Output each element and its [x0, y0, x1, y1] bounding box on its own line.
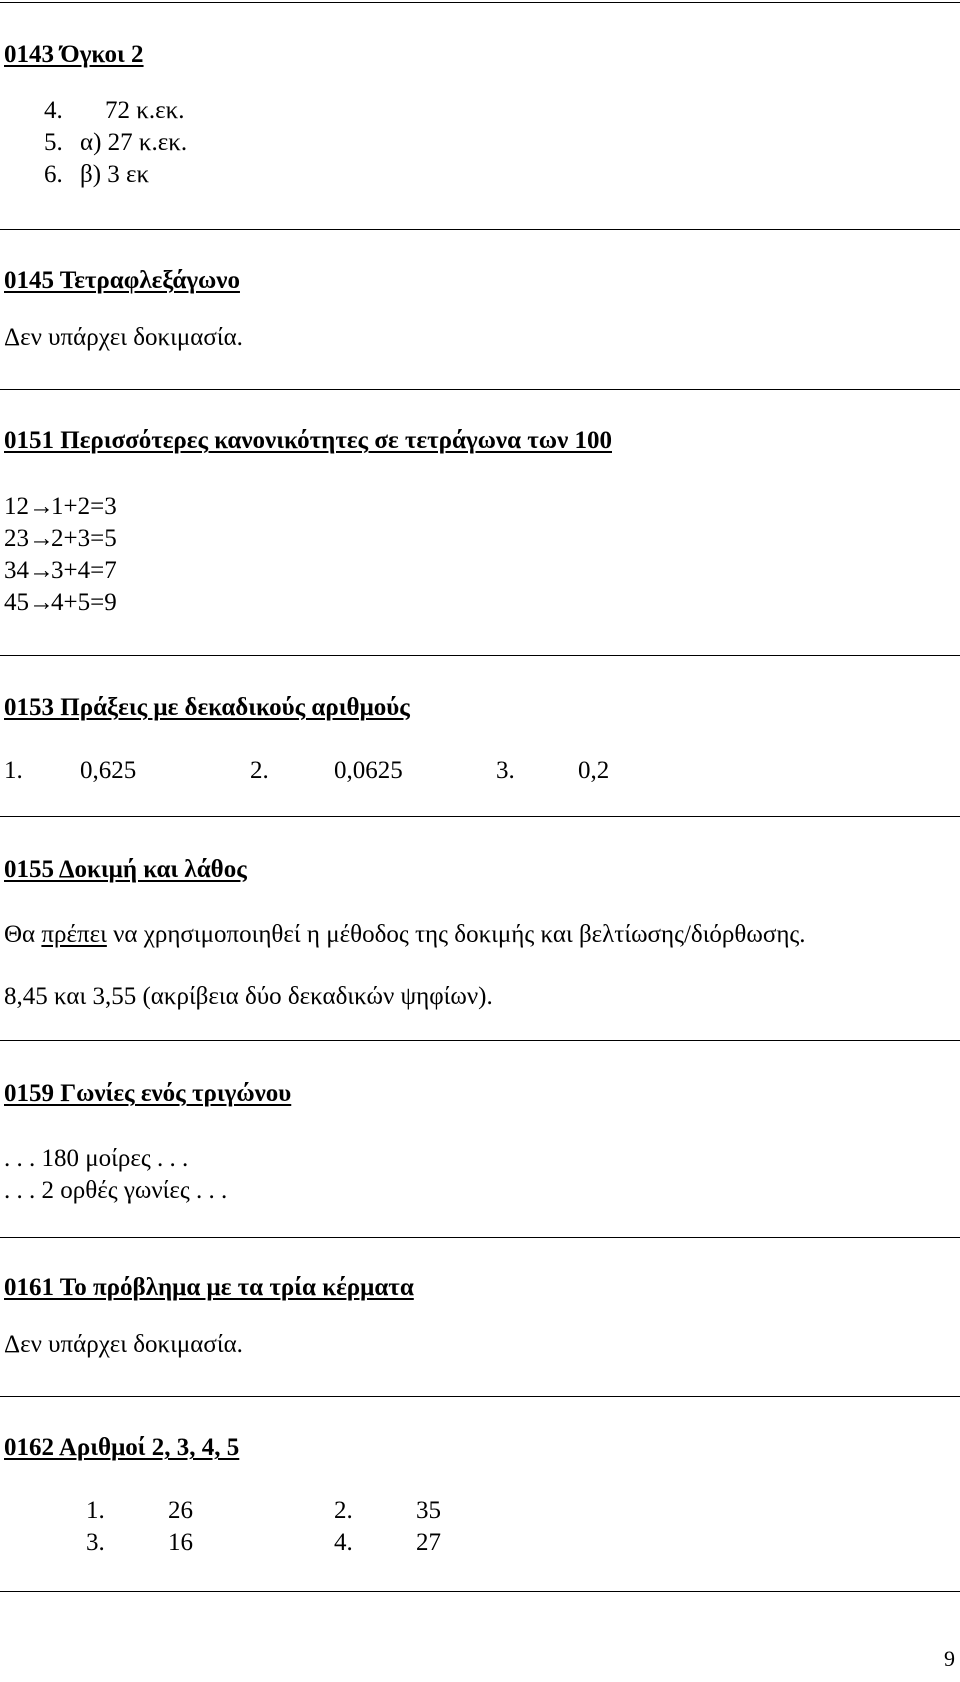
list-item: 72 κ.εκ.: [105, 97, 185, 124]
page-number: 9: [944, 1646, 955, 1671]
body-text: . . . 2 ορθές γωνίες . . .: [4, 1177, 228, 1204]
answer-number: 3.: [496, 757, 515, 784]
list-item: α) 27 κ.εκ.: [80, 129, 188, 156]
answer-number: 2.: [334, 1497, 353, 1524]
pattern-line: [4, 494, 117, 519]
pattern-left: 12: [4, 493, 29, 520]
body-text: Δεν υπάρχει δοκιμασία.: [4, 324, 243, 351]
pattern-right: 4+5=9: [51, 589, 117, 616]
answer-value: 16: [168, 1529, 193, 1556]
heading-0159: 0159 Γωνίες ενός τριγώνου: [4, 1080, 292, 1107]
heading-0161: 0161 Το πρόβλημα με τα τρία κέρματα: [4, 1274, 414, 1301]
pattern-right: 1+2=3: [51, 493, 117, 520]
heading-0143: 0143 Όγκοι 2: [4, 41, 144, 68]
underlined-word: πρέπει: [41, 921, 107, 948]
arrow-right-icon: →: [29, 589, 54, 616]
section-divider: [0, 1237, 960, 1238]
pattern-line: [4, 558, 117, 583]
arrow-right-icon: →: [29, 525, 54, 552]
answer-number: 2.: [250, 757, 269, 784]
section-divider: [0, 1040, 960, 1041]
body-text: 8,45 και 3,55 (ακρίβεια δύο δεκαδικών ψηφίων).: [4, 983, 493, 1010]
heading-0162: 0162 Αριθμοί 2, 3, 4, 5: [4, 1434, 240, 1461]
answer-value: 26: [168, 1497, 193, 1524]
list-number: 6.: [44, 161, 63, 188]
answer-value: 0,2: [578, 757, 610, 784]
answer-value: 35: [416, 1497, 441, 1524]
answer-number: 4.: [334, 1529, 353, 1556]
body-text: . . . 180 μοίρες . . .: [4, 1145, 189, 1172]
heading-0151: 0151 Περισσότερες κανονικότητες σε τετράγωνα των 100: [4, 427, 612, 454]
text-part: Θα: [4, 921, 42, 948]
answer-value: 27: [416, 1529, 441, 1556]
pattern-right: 3+4=7: [51, 557, 117, 584]
arrow-right-icon: →: [29, 493, 54, 520]
section-divider: [0, 229, 960, 230]
heading-0155: 0155 Δοκιμή και λάθος: [4, 856, 247, 883]
list-item: β) 3 εκ: [80, 161, 150, 188]
text-part: να χρησιμοποιηθεί η μέθοδος της δοκιμής και βελτίωσης/διόρθωσης.: [106, 921, 806, 948]
section-divider: [0, 655, 960, 656]
pattern-right: 2+3=5: [51, 525, 117, 552]
body-text: [4, 922, 806, 947]
pattern-line: [4, 526, 117, 551]
list-number: 5.: [44, 129, 63, 156]
section-divider: [0, 1591, 960, 1592]
answer-number: 1.: [86, 1497, 105, 1524]
list-number: 4.: [44, 97, 63, 124]
section-divider: [0, 389, 960, 390]
rule-top: [0, 2, 960, 3]
heading-0153: 0153 Πράξεις με δεκαδικούς αριθμούς: [4, 694, 410, 721]
answer-value: 0,0625: [334, 757, 403, 784]
answer-number: 3.: [86, 1529, 105, 1556]
pattern-left: 23: [4, 525, 29, 552]
pattern-left: 34: [4, 557, 29, 584]
body-text: Δεν υπάρχει δοκιμασία.: [4, 1331, 243, 1358]
pattern-line: [4, 590, 117, 615]
answer-number: 1.: [4, 757, 23, 784]
arrow-right-icon: →: [29, 557, 54, 584]
section-divider: [0, 1396, 960, 1397]
pattern-left: 45: [4, 589, 29, 616]
heading-0145: 0145 Τετραφλεξάγωνο: [4, 267, 240, 294]
answer-value: 0,625: [80, 757, 137, 784]
section-divider: [0, 816, 960, 817]
